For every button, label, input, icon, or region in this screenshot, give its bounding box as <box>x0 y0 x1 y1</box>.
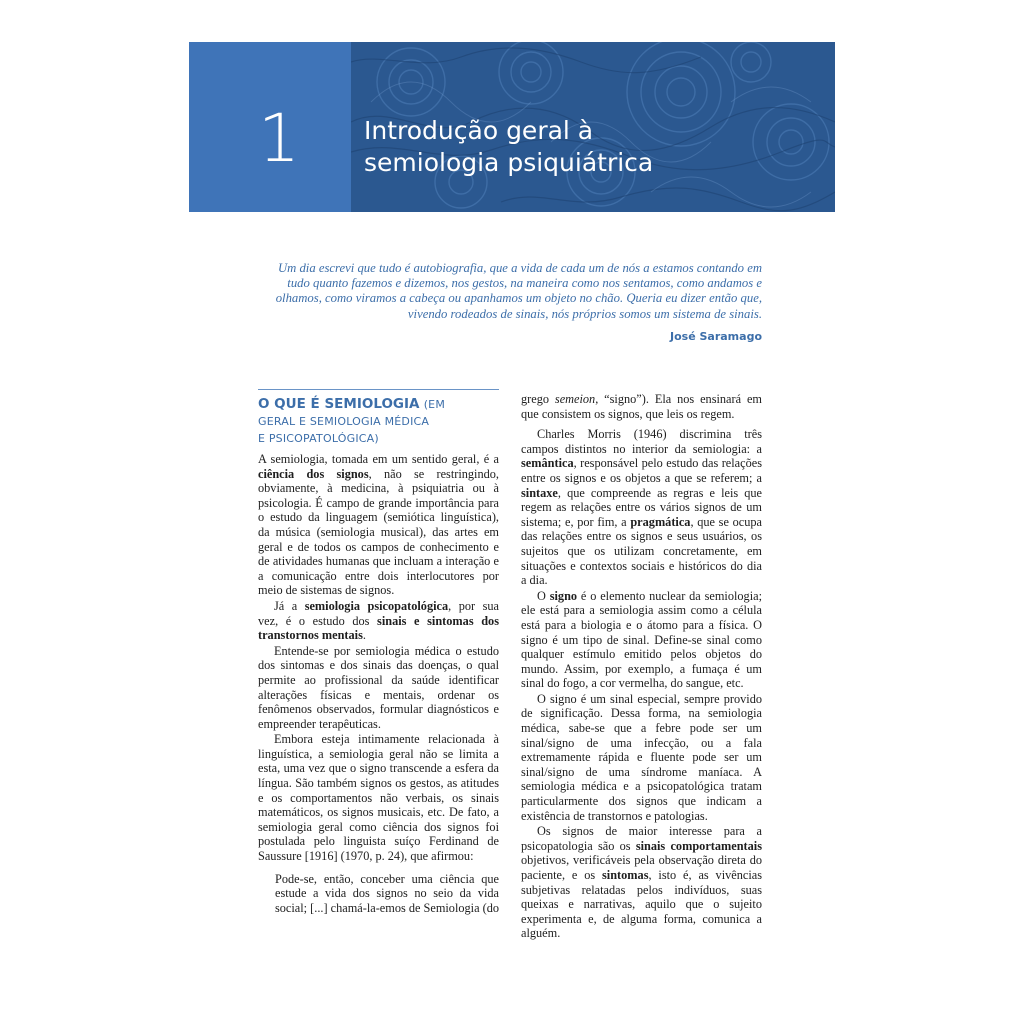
chapter-title-line2: semiologia psiquiátrica <box>364 148 654 177</box>
section-heading-cont3: E PSICOPATOLÓGICA) <box>258 432 379 445</box>
paragraph: A semiologia, tomada em um sentido geral, é a ciência dos signos, não se restringindo, obviamente, à medicina, à psiquiatria ou à psicologia. É campo de grande importância para o estudo da linguagem (semiótica linguística), da música (semiologia musical), das artes em geral e de todos os campos de conhecimento e de atividades humanas que incluam a interação e a comunicação entre dois interlocutores por meio de sistemas de signos. <box>258 452 499 598</box>
section-divider <box>258 389 499 390</box>
body-column-right <box>521 392 762 942</box>
chapter-number: 1 <box>258 100 300 177</box>
paragraph: Os signos de maior interesse para a psicopatologia são os sinais comportamentais objetivos, verificáveis pela observação direta do paciente, e os sintomas, isto é, as vivências subjetivas relatadas pelos indivíduos, suas queixas e narrativas, aquilo que o sujeito experimenta e, de alguma forma, comunica a alguém. <box>521 824 763 941</box>
epigraph-quote: Um dia escrevi que tudo é autobiografia, que a vida de cada um de nós a estamos contando em tudo quanto fazemos e dizemos, nos gestos, na maneira como nos sentamos, como andamos e olhamos, como viramos a cabeça ou apanhamos um objeto no chão. Queria eu dizer então que, vivendo rodeados de sinais, nós próprios somos um sistema de sinais. <box>275 261 762 321</box>
section-heading-main: O QUE É SEMIOLOGIA <box>258 396 420 412</box>
section-heading-cont1: (EM <box>423 398 446 411</box>
paragraph: Charles Morris (1946) discrimina três campos distintos no interior da semiologia: a semântica, responsável pelo estudo das relações entre os signos e os objetos a que se referem; a sintaxe, que compreende as regras e leis que regem as relações entre os vários signos de um sistema; e, por fim, a pragmática, que se ocupa das relações entre os signos e seus usuários, os sujeitos que os utilizam concretamente, em situações e contextos sociais e históricos do dia a dia. <box>521 427 762 588</box>
chapter-title-line1: Introdução geral à <box>364 116 594 145</box>
section-heading <box>258 396 498 447</box>
paragraph: grego semeion, “signo”). Ela nos ensinará em que consistem os signos, que leis os regem. <box>521 392 762 421</box>
body-column-left <box>258 452 499 915</box>
paragraph: Entende-se por semiologia médica o estudo dos sintomas e dos sinais das doenças, o qual permite ao profissional da saúde identificar alterações físicas e mentais, ordenar os fenômenos observados, formular diagnósticos e empreender terapêuticas. <box>258 643 499 731</box>
paragraph: O signo é o elemento nuclear da semiologia; ele está para a semiologia assim como a célula está para a biologia e o átomo para a física. O signo é um tipo de sinal. Define-se sinal como qualquer estímulo emitido pelos objetos do mundo. Assim, por exemplo, a fumaça é um sinal do fogo, a cor vermelha, do sangue, etc. <box>521 588 762 691</box>
paragraph: Embora esteja intimamente relacionada à linguística, a semiologia geral não se limita a esta, uma vez que o signo transcende a esfera da língua. São também signos os gestos, as atitudes e os comportamentos não verbais, os sinais matemáticos, os signos musicais, etc. De fato, a semiologia geral como ciência dos signos foi postulada pelo linguista suíço Ferdinand de Saussure [1916] (1970, p. 24), que afirmou: <box>258 732 499 864</box>
chapter-title <box>364 115 653 179</box>
epigraph-author: José Saramago <box>670 330 762 343</box>
paragraph: O signo é um sinal especial, sempre provido de significação. Dessa forma, na semiologia médica, sabe-se que a febre pode ser um sinal/signo de uma infecção, ou a fala extremamente rápida e fluente pode ser um sinal/signo de uma síndrome maníaca. A semiologia médica e a psicopatológica tratam particularmente dos signos que indicam a existência de transtornos e patologias. <box>521 691 762 823</box>
paragraph: Já a semiologia psicopatológica, por sua vez, é o estudo dos sinais e sintomas dos transtornos mentais. <box>258 598 499 643</box>
section-heading-cont2: GERAL E SEMIOLOGIA MÉDICA <box>258 415 430 428</box>
block-quote: Pode-se, então, conceber uma ciência que estude a vida dos signos no seio da vida social; [...] chamá-la-emos de Semiologia (do <box>275 871 500 915</box>
